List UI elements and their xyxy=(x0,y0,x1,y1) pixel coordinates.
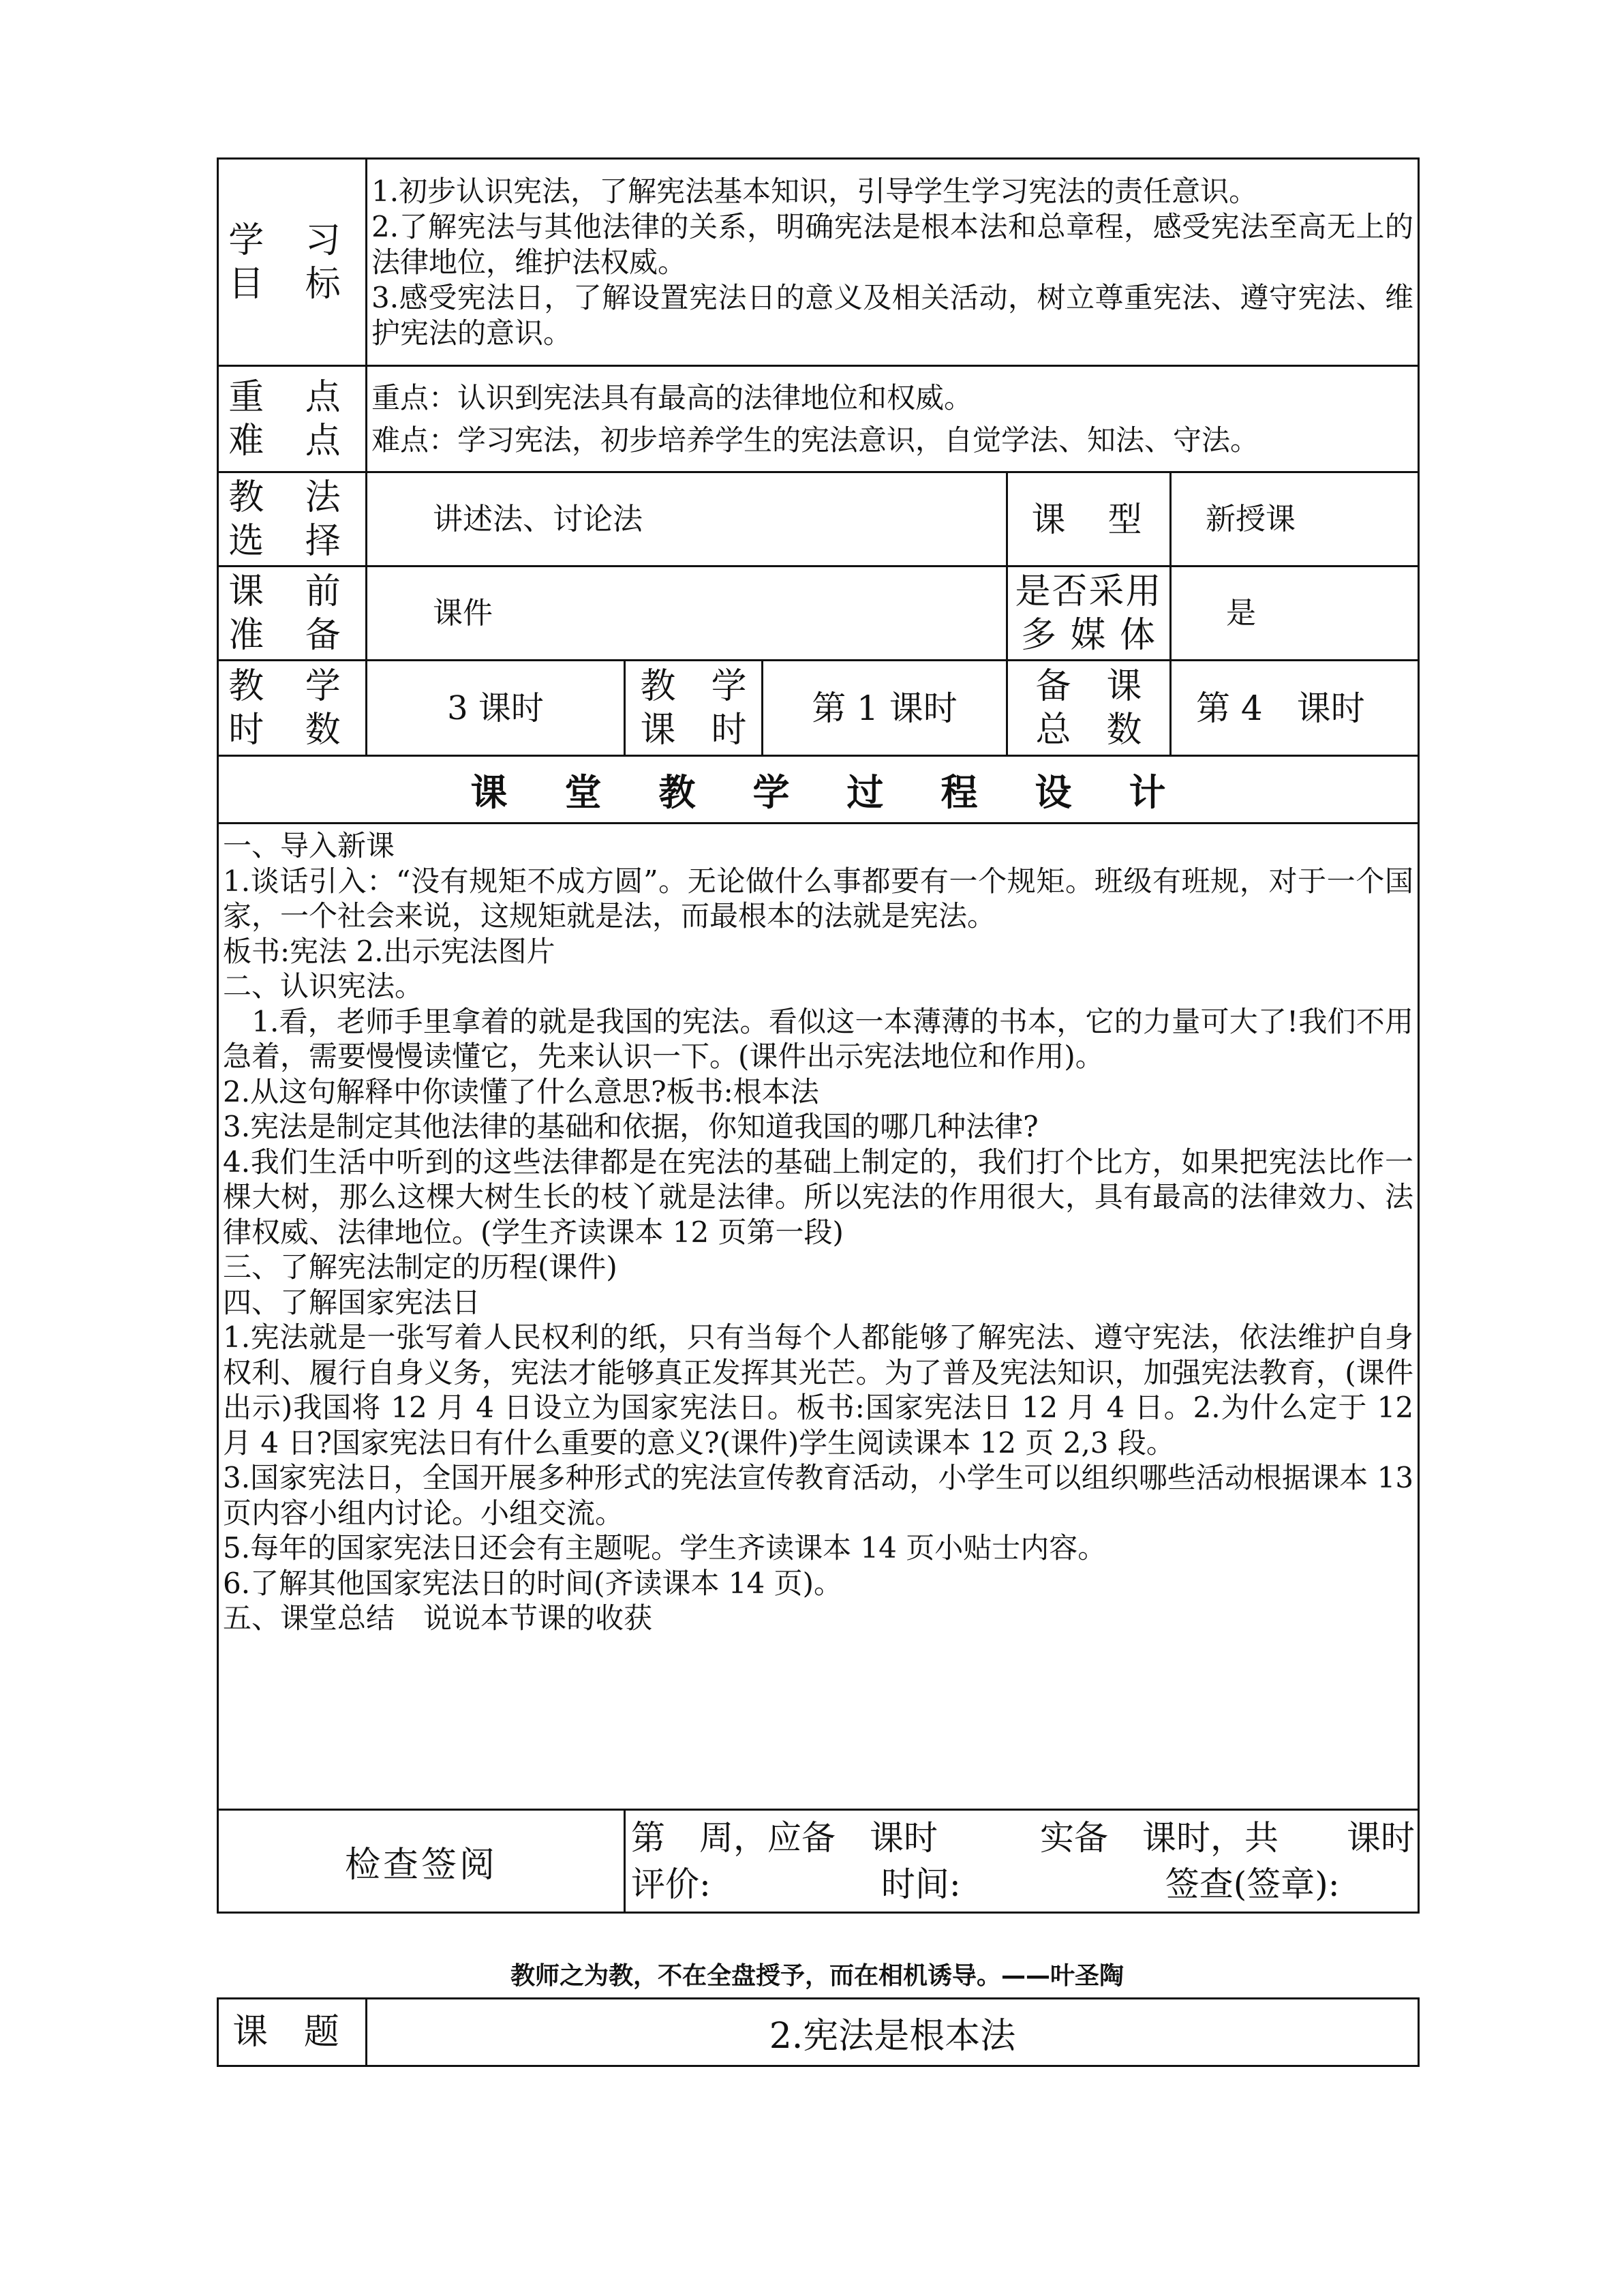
check-line-2: 评价: 时间: 签查(签章): xyxy=(631,1864,1340,1904)
key-points-content xyxy=(367,366,1419,472)
process-line: 5.每年的国家宪法日还会有主题呢。学生齐读课本 14 页小贴士内容。 xyxy=(223,1531,1107,1565)
lesson-plan-table xyxy=(217,157,1420,1914)
lesson-type-value: 新授课 xyxy=(1171,472,1419,567)
check-label: 检查签阅 xyxy=(218,1810,625,1913)
prep-label: 课 前 准 备 xyxy=(218,567,367,661)
hours-row xyxy=(218,661,1419,756)
process-line: 6.了解其他国家宪法日的时间(齐读课本 14 页)。 xyxy=(223,1566,842,1600)
process-line: 1.宪法就是一张写着人民权利的纸，只有当每个人都能够了解宪法、遵守宪法，依法维护自身权利、履行自身义务，宪法才能够真正发挥其光芒。为了普及宪法知识，加强宪法教育，(课件出示)我国将 12 月 4 日设立为国家宪法日。板书:国家宪法日 12 月 4 日。2.为什么定于 12 月 4 日?国家宪法日有什么重要的意义?(课件)学生阅读课本 12 页 2,3 段。 xyxy=(223,1320,1414,1460)
process-line: 五、课堂总结 说说本节课的收获 xyxy=(223,1601,653,1635)
method-label: 教 法 选 择 xyxy=(218,472,367,567)
key-points-label: 重 点 难 点 xyxy=(218,366,367,472)
prep-value: 课件 xyxy=(367,567,1007,661)
objectives-label: 学 习 目 标 xyxy=(218,159,367,366)
key-points-row xyxy=(218,366,1419,472)
process-line: 2.从这句解释中你读懂了什么意思?板书:根本法 xyxy=(223,1074,819,1108)
focus-text: 重点：认识到宪法具有最高的法律地位和权威。 xyxy=(371,380,973,414)
multimedia-label: 是否采用 多 媒 体 xyxy=(1007,567,1171,661)
objectives-row xyxy=(218,159,1419,366)
lesson-hours-label: 教 学 课 时 xyxy=(625,661,763,756)
objectives-content xyxy=(367,159,1419,366)
topic-row xyxy=(218,1999,1419,2066)
process-line: 1.看，老师手里拿着的就是我国的宪法。看似这一本薄薄的书本，它的力量可大了!我们不用急着，需要慢慢读懂它，先来认识一下。(课件出示宪法地位和作用)。 xyxy=(223,1004,1414,1073)
process-line: 4.我们生活中听到的这些法律都是在宪法的基础上制定的，我们打个比方，如果把宪法比作一棵大树，那么这棵大树生长的枝丫就是法律。所以宪法的作用很大，具有最高的法律效力、法律权威、法律地位。(学生齐读课本 12 页第一段) xyxy=(223,1145,1414,1249)
topic-table xyxy=(217,1997,1420,2067)
method-value: 讲述法、讨论法 xyxy=(367,472,1007,567)
process-line: 一、导入新课 xyxy=(223,829,395,862)
topic-value: 2.宪法是根本法 xyxy=(367,1999,1419,2066)
objective-item: 2.了解宪法与其他法律的关系，明确宪法是根本法和总章程，感受宪法至高无上的法律地位，维护法权威。 xyxy=(371,209,1414,279)
lesson-type-label: 课 型 xyxy=(1007,472,1171,567)
footer-quote: 教师之为教，不在全盘授予，而在相机诱导。——叶圣陶 xyxy=(510,1962,1124,1990)
process-heading: 课堂教学过程设计 xyxy=(218,756,1419,824)
process-line: 二、认识宪法。 xyxy=(223,969,424,1003)
check-content xyxy=(625,1810,1419,1913)
multimedia-value: 是 xyxy=(1171,567,1419,661)
process-line: 1.谈话引入：“没有规矩不成方圆”。无论做什么事都要有一个规矩。班级有班规，对于一个国家，一个社会来说，这规矩就是法，而最根本的法就是宪法。 xyxy=(223,864,1414,933)
method-row xyxy=(218,472,1419,567)
objective-item: 1.初步认识宪法，了解宪法基本知识，引导学生学习宪法的责任意识。 xyxy=(371,174,1258,208)
difficulty-text: 难点：学习宪法，初步培养学生的宪法意识，自觉学法、知法、守法。 xyxy=(371,423,1259,457)
process-line: 3.国家宪法日，全国开展多种形式的宪法宣传教育活动，小学生可以组织哪些活动根据课本 13 页内容小组内讨论。小组交流。 xyxy=(223,1461,1414,1530)
hours-value: 3 课时 xyxy=(367,661,625,756)
process-heading-row xyxy=(218,756,1419,824)
prep-total-label: 备 课 总 数 xyxy=(1007,661,1171,756)
process-line: 3.宪法是制定其他法律的基础和依据，你知道我国的哪几种法律? xyxy=(223,1110,1039,1143)
process-content xyxy=(218,824,1419,1810)
prep-row xyxy=(218,567,1419,661)
process-row xyxy=(218,824,1419,1810)
hours-label: 教 学 时 数 xyxy=(218,661,367,756)
process-line: 三、了解宪法制定的历程(课件) xyxy=(223,1250,617,1284)
prep-total-value: 第 4 课时 xyxy=(1171,661,1419,756)
topic-label: 课 题 xyxy=(218,1999,367,2066)
objective-item: 3.感受宪法日，了解设置宪法日的意义及相关活动，树立尊重宪法、遵守宪法、维护宪法的意识。 xyxy=(371,280,1414,350)
process-line: 板书:宪法 2.出示宪法图片 xyxy=(223,934,555,968)
process-line: 四、了解国家宪法日 xyxy=(223,1285,481,1319)
lesson-hours-value: 第 1 课时 xyxy=(763,661,1007,756)
check-row xyxy=(218,1810,1419,1913)
check-line-1: 第 周，应备 课时 实备 课时，共 课时 xyxy=(631,1818,1415,1858)
